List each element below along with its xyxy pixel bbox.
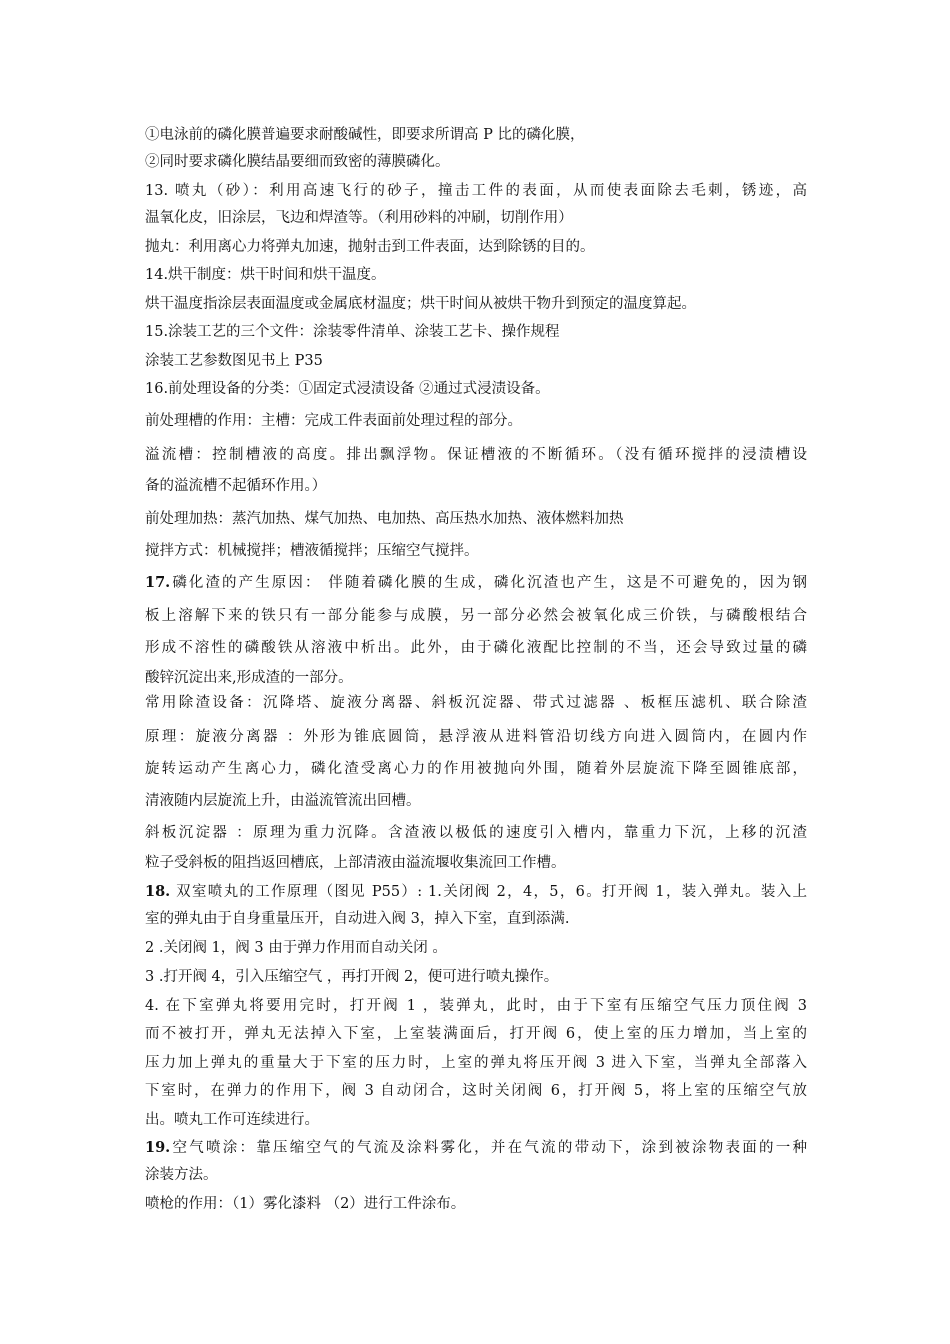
text-line: ②同时要求磷化膜结晶要细而致密的薄膜磷化。: [145, 154, 450, 170]
text-line: 板上溶解下来的铁只有一部分能参与成膜，另一部分必然会被氧化成三价铁，与磷酸根结合: [145, 608, 807, 624]
text-line: [145, 573, 807, 593]
text-line: 前处理槽的作用：主槽：完成工件表面前处理过程的部分。: [145, 413, 522, 429]
text-line: [145, 882, 807, 902]
text-line: 喷枪的作用：（1）雾化漆料 （2）进行工件涂布。: [145, 1196, 466, 1212]
text-line: 旋转运动产生离心力，磷化渣受离心力的作用被抛向外围，随着外层旋流下降至圆锥底部，: [145, 761, 807, 777]
text-line: 室的弹丸由于自身重量压开，自动进入阀 3，掉入下室，直到添满.: [145, 911, 570, 927]
text-line: ①电泳前的磷化膜普遍要求耐酸碱性，即要求所谓高 P 比的磷化膜，: [145, 127, 585, 143]
text-line: 16.前处理设备的分类：①固定式浸渍设备 ②通过式浸渍设备。: [145, 381, 550, 397]
text-line: 斜板沉淀器 ：原理为重力沉降。含渣液以极低的速度引入槽内，靠重力下沉，上移的沉渣: [145, 825, 807, 841]
item-number: 17.: [145, 574, 171, 591]
text-line: 粒子受斜板的阻挡返回槽底，上部清液由溢流堰收集流回工作槽。: [145, 855, 566, 871]
text-line: 原理：旋液分离器 ：外形为锥底圆筒，悬浮液从进料管沿切线方向进入圆筒内，在圆内作: [145, 729, 807, 745]
text-line: 形成不溶性的磷酸铁从溶液中析出。此外，由于磷化液配比控制的不当，还会导致过量的磷: [145, 640, 807, 656]
item-number: 18.: [145, 883, 171, 900]
text-line: 15.涂装工艺的三个文件：涂装零件清单、涂装工艺卡、操作规程: [145, 324, 560, 340]
item-text: 磷化渣的产生原因： 伴随着磷化膜的生成，磷化沉渣也产生，这是不可避免的，因为钢: [170, 575, 807, 591]
text-line: 涂装方法。: [145, 1167, 218, 1183]
item-number: 19.: [145, 1139, 171, 1156]
text-line: 搅拌方式：机械搅拌；槽液循搅拌；压缩空气搅拌。: [145, 543, 479, 559]
item-text: 空气喷涂：靠压缩空气的气流及涂料雾化，并在气流的带动下，涂到被涂物表面的一种: [170, 1140, 807, 1156]
text-line: 清液随内层旋流上升，由溢流管流出回槽。: [145, 793, 421, 809]
text-line: 3 .打开阀 4，引入压缩空气 ，再打开阀 2，便可进行喷丸操作。: [145, 969, 559, 985]
text-line: 13. 喷丸（砂）：利用高速飞行的砂子，撞击工件的表面，从而使表面除去毛刺，锈迹，高: [145, 183, 807, 199]
text-line: 14.烘干制度：烘干时间和烘干温度。: [145, 267, 386, 283]
text-line: 酸锌沉淀出来,形成渣的一部分。: [145, 670, 353, 686]
item-text: 双室喷丸的工作原理（图见 P55）: 1.关闭阀 2，4，5，6。打开阀 1，装入弹丸。装入上: [170, 884, 807, 900]
text-line: 出。喷丸工作可连续进行。: [145, 1112, 319, 1128]
text-line: 压力加上弹丸的重量大于下室的压力时，上室的弹丸将压开阀 3 进入下室，当弹丸全部落入: [145, 1055, 807, 1071]
text-line: 下室时，在弹力的作用下，阀 3 自动闭合，这时关闭阀 6，打开阀 5，将上室的压缩空气放: [145, 1083, 807, 1099]
text-line: 常用除渣设备：沉降塔、旋液分离器、斜板沉淀器、带式过滤器 、板框压滤机、联合除渣: [145, 695, 807, 711]
text-line: 涂装工艺参数图见书上 P35: [145, 353, 323, 369]
text-line: 温氧化皮，旧涂层，飞边和焊渣等。（利用砂料的冲刷，切削作用）: [145, 210, 573, 226]
text-line: 烘干温度指涂层表面温度或金属底材温度；烘干时间从被烘干物升到预定的温度算起。: [145, 296, 696, 312]
text-line: 前处理加热：蒸汽加热、煤气加热、电加热、高压热水加热、液体燃料加热: [145, 511, 624, 527]
text-line: 而不被打开，弹丸无法掉入下室，上室装满面后，打开阀 6，使上室的压力增加，当上室的: [145, 1026, 807, 1042]
text-line: 抛丸：利用离心力将弹丸加速，抛射击到工件表面，达到除锈的目的。: [145, 239, 595, 255]
text-line: 备的溢流槽不起循环作用。）: [145, 478, 327, 494]
text-line: [145, 1138, 807, 1158]
text-line: 4. 在下室弹丸将要用完时，打开阀 1 ，装弹丸，此时，由于下室有压缩空气压力顶住阀 3: [145, 998, 807, 1014]
text-line: 溢流槽：控制槽液的高度。排出飘浮物。保证槽液的不断循环。（没有循环搅拌的浸渍槽设: [145, 447, 807, 463]
text-line: 2 .关闭阀 1，阀 3 由于弹力作用而自动关闭 。: [145, 940, 447, 956]
